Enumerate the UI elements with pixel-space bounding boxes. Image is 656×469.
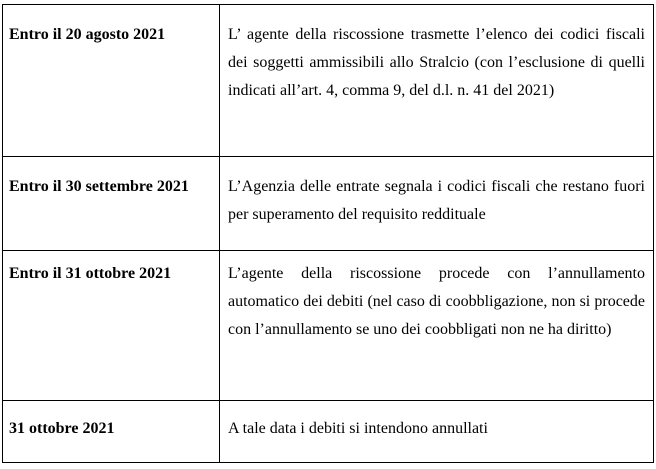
description-cell xyxy=(220,157,654,251)
table-row xyxy=(3,5,654,157)
description-cell xyxy=(220,5,654,157)
description-text: L’agente della riscossione procede con l’annullamento automatico dei debiti (nel caso di coobbligazione, non si procede con l’annullamento se uno dei coobbligati non ne ha diritto) xyxy=(228,265,645,338)
deadline-cell: Entro il 30 settembre 2021 xyxy=(3,157,220,251)
deadline-cell: Entro il 20 agosto 2021 xyxy=(3,5,220,157)
description-text: A tale data i debiti si intendono annullati xyxy=(228,420,488,437)
description-text: L’Agenzia delle entrate segnala i codici fiscali che restano fuori per superamento del requisito reddituale xyxy=(228,178,645,223)
description-text: L’ agente della riscossione trasmette l’elenco dei codici fiscali dei soggetti ammissibili allo Stralcio (con l’esclusione di quelli indicati all’art. 4, comma 9, del d.l. n. 41 del 2021) xyxy=(228,26,645,99)
deadline-cell: Entro il 31 ottobre 2021 xyxy=(3,251,220,401)
description-cell xyxy=(220,251,654,401)
table-row xyxy=(3,251,654,401)
description-cell xyxy=(220,401,654,463)
table-row xyxy=(3,401,654,463)
schedule-table xyxy=(2,4,654,463)
deadline-cell: 31 ottobre 2021 xyxy=(3,401,220,463)
table-row xyxy=(3,157,654,251)
